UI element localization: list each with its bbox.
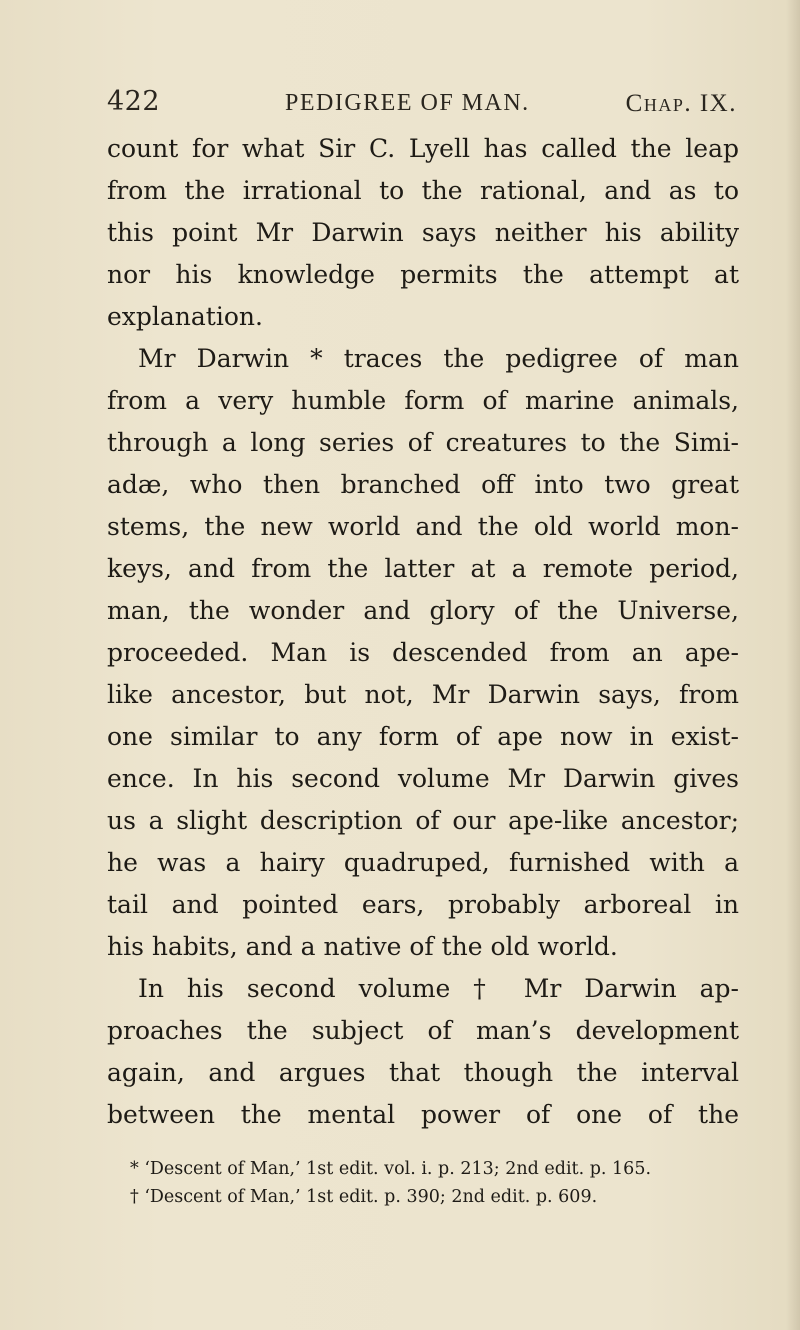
text-line: keys, and from the latter at a remote period,	[107, 554, 739, 583]
text-line: his habits, and a native of the old world.	[107, 932, 618, 961]
footnotes	[130, 1155, 740, 1211]
text-line: man, the wonder and glory of the Universe,	[107, 596, 739, 625]
text-line: Mr Darwin * traces the pedigree of man	[138, 344, 739, 373]
running-title: PEDIGREE OF MAN.	[285, 90, 530, 116]
text-line: adæ, who then branched off into two great	[107, 470, 739, 499]
text-line: proceeded. Man is descended from an ape-	[107, 638, 739, 667]
text-line: he was a hairy quadruped, furnished with a	[107, 848, 739, 877]
text-line: explanation.	[107, 302, 263, 331]
text-line: this point Mr Darwin says neither his ability	[107, 218, 739, 247]
footnote: * ‘Descent of Man,’ 1st edit. vol. i. p. 213; 2nd edit. p. 165.	[130, 1159, 652, 1179]
text-line: through a long series of creatures to the Simi-	[107, 428, 739, 457]
page-edge-shadow	[786, 0, 800, 1330]
page-number: 422	[107, 86, 161, 117]
text-line: ence. In his second volume Mr Darwin gives	[107, 764, 739, 793]
text-line: like ancestor, but not, Mr Darwin says, from	[107, 680, 739, 709]
body-text	[107, 128, 739, 1136]
text-line: stems, the new world and the old world mon-	[107, 512, 739, 541]
footnote: † ‘Descent of Man,’ 1st edit. p. 390; 2nd edit. p. 609.	[130, 1187, 598, 1207]
text-line: one similar to any form of ape now in exist-	[107, 722, 739, 751]
text-line: again, and argues that though the interval	[107, 1058, 739, 1087]
text-line: from the irrational to the rational, and as to	[107, 176, 739, 205]
text-line: between the mental power of one of the	[107, 1100, 739, 1129]
chapter-label: Chap. IX.	[625, 90, 737, 117]
text-line: proaches the subject of man’s development	[107, 1016, 739, 1045]
text-line: tail and pointed ears, probably arboreal in	[107, 890, 739, 919]
text-line: count for what Sir C. Lyell has called the leap	[107, 134, 739, 163]
page-header	[107, 86, 737, 122]
text-line: nor his knowledge permits the attempt at	[107, 260, 739, 289]
text-line: us a slight description of our ape-like ancestor;	[107, 806, 739, 835]
text-line: from a very humble form of marine animals,	[107, 386, 739, 415]
text-line: In his second volume † Mr Darwin ap-	[138, 974, 739, 1003]
